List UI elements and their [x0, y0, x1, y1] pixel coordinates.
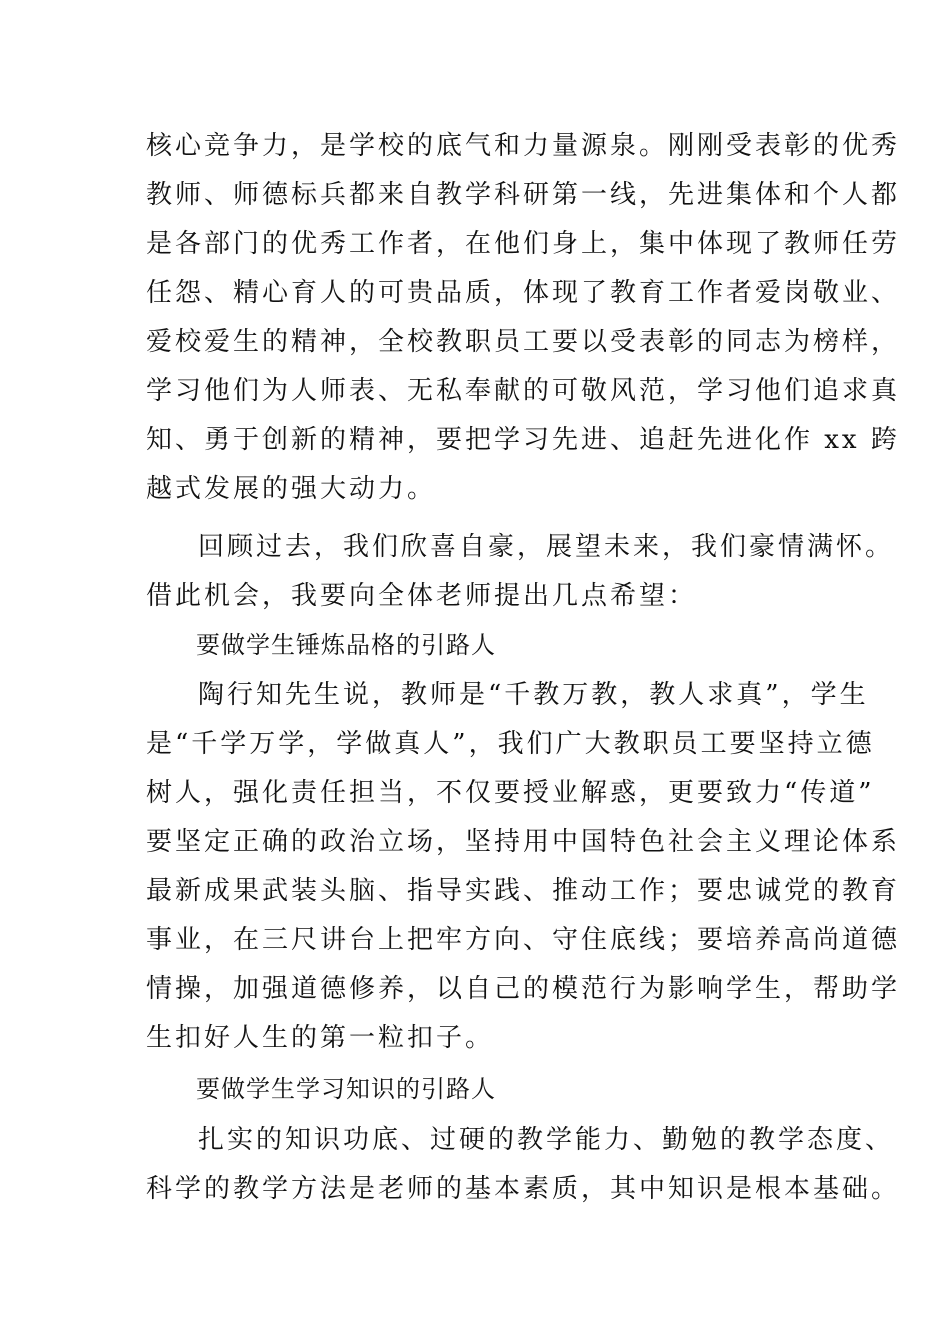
paragraph-1-line-6: 学习他们为人师表、无私奉献的可敬风范，学习他们追求真 — [146, 376, 901, 406]
section-heading-knowledge: 要做学生学习知识的引路人 — [196, 1075, 496, 1103]
paragraph-3-line-3: 树人，强化责任担当，不仅要授业解惑，更要致力“传道” — [146, 778, 875, 808]
paragraph-3-line-2: 是“千学万学，学做真人”，我们广大教职员工要坚持立德 — [146, 729, 875, 759]
paragraph-3-line-5: 最新成果武装头脑、指导实践、推动工作；要忠诚党的教育 — [146, 876, 901, 906]
paragraph-3-line-7: 情操，加强道德修养，以自己的模范行为影响学生，帮助学 — [146, 974, 901, 1004]
paragraph-4-line-1: 扎实的知识功底、过硬的教学能力、勤勉的教学态度、 — [198, 1125, 895, 1155]
paragraph-1-line-3: 是各部门的优秀工作者，在他们身上，集中体现了教师任劳 — [146, 229, 901, 259]
section-heading-character: 要做学生锤炼品格的引路人 — [196, 631, 496, 659]
paragraph-3-line-8: 生扣好人生的第一粒扣子。 — [146, 1023, 495, 1053]
paragraph-2-line-1: 回顾过去，我们欣喜自豪，展望未来，我们豪情满怀。 — [198, 532, 895, 562]
paragraph-1-line-2: 教师、师德标兵都来自教学科研第一线，先进集体和个人都 — [146, 180, 901, 210]
paragraph-1-line-4: 任怨、精心育人的可贵品质，体现了教育工作者爱岗敬业、 — [146, 278, 901, 308]
paragraph-1-line-5: 爱校爱生的精神，全校教职员工要以受表彰的同志为榜样， — [146, 327, 901, 357]
paragraph-2-line-2: 借此机会，我要向全体老师提出几点希望： — [146, 581, 698, 611]
paragraph-1-line-7: 知、勇于创新的精神，要把学习先进、追赶先进化作 xx 跨 — [146, 425, 900, 455]
paragraph-3-line-6: 事业，在三尺讲台上把牢方向、守住底线；要培养高尚道德 — [146, 925, 901, 955]
paragraph-4-line-2: 科学的教学方法是老师的基本素质，其中知识是根本基础。 — [146, 1174, 901, 1204]
paragraph-1-line-1: 核心竞争力，是学校的底气和力量源泉。刚刚受表彰的优秀 — [146, 131, 901, 161]
paragraph-3-line-4: 要坚定正确的政治立场，坚持用中国特色社会主义理论体系 — [146, 827, 901, 857]
paragraph-1-line-8: 越式发展的强大动力。 — [146, 474, 437, 504]
paragraph-3-line-1: 陶行知先生说，教师是“千教万教，教人求真”，学生 — [198, 680, 869, 710]
